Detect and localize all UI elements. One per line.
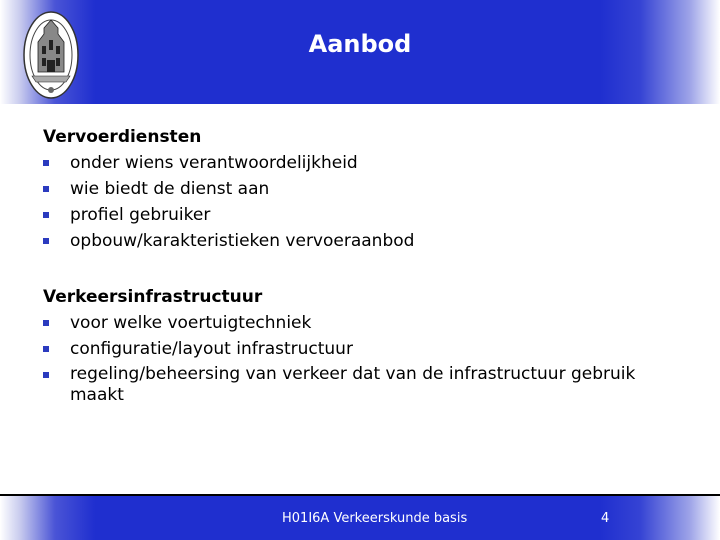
slide-header (0, 0, 720, 104)
list-item: voor welke voertuigtechniek (43, 310, 683, 336)
section-vervoerdiensten (43, 124, 683, 254)
slide-title: Aanbod (308, 30, 412, 58)
page-number: 4 (601, 511, 610, 526)
list-item: wie biedt de dienst aan (43, 176, 683, 202)
bullet-list (43, 150, 683, 254)
square-bullet-icon (43, 160, 49, 166)
list-item: profiel gebruiker (43, 202, 683, 228)
bullet-list (43, 310, 683, 409)
square-bullet-icon (43, 346, 49, 352)
square-bullet-icon (43, 186, 49, 192)
square-bullet-icon (43, 212, 49, 218)
list-item: configuratie/layout infrastructuur (43, 336, 683, 362)
square-bullet-icon (43, 372, 49, 378)
square-bullet-icon (43, 238, 49, 244)
square-bullet-icon (43, 320, 49, 326)
slide-footer (0, 494, 720, 540)
section-heading: Verkeersinfrastructuur (43, 287, 263, 307)
section-verkeersinfrastructuur (43, 284, 683, 409)
slide-body (43, 124, 683, 409)
course-code: H01I6A Verkeerskunde basis (282, 511, 468, 526)
list-item: regeling/beheersing van verkeer dat van de infrastructuur gebruik maakt (43, 362, 683, 409)
list-item: onder wiens verantwoordelijkheid (43, 150, 683, 176)
list-item: opbouw/karakteristieken vervoeraanbod (43, 228, 683, 254)
section-heading: Vervoerdiensten (43, 127, 202, 147)
